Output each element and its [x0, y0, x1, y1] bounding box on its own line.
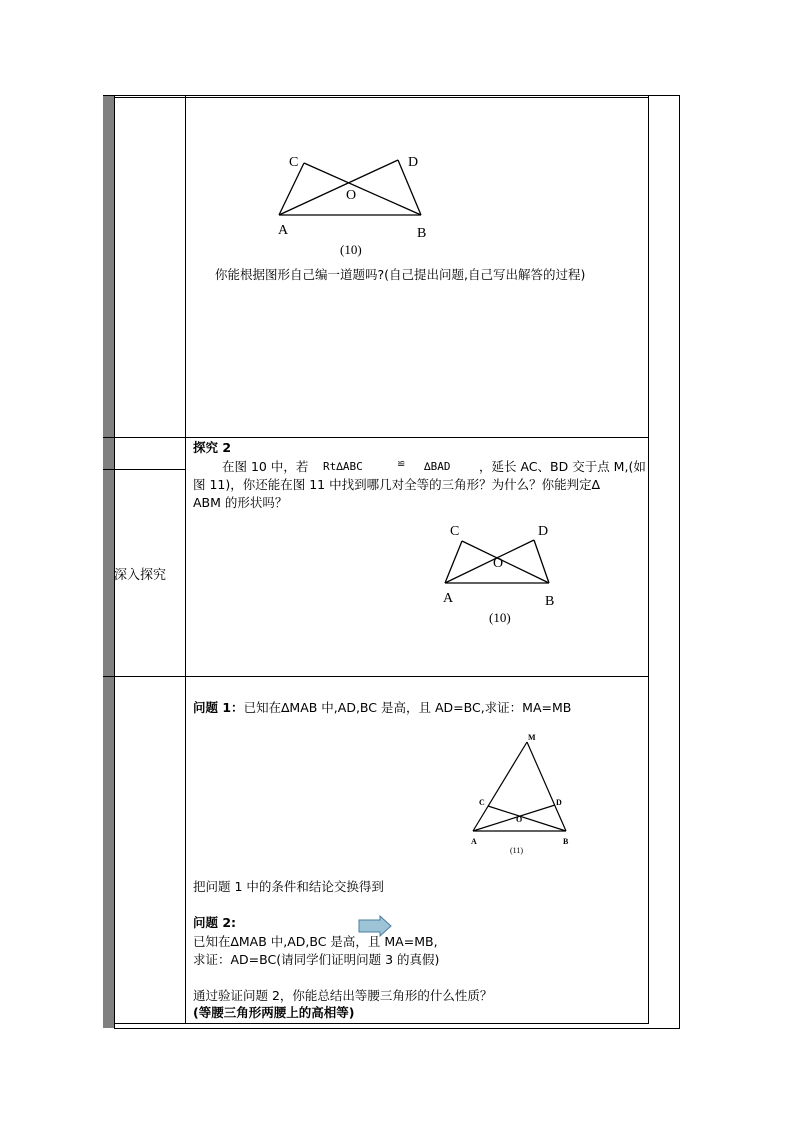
fig10-mid-caption: (10)	[489, 610, 511, 625]
problem2-line1: 已知在∆MAB 中,AD,BC 是高，且 MA=MB,	[193, 934, 438, 949]
explore2-line2: 图 11)，你还能在图 11 中找到哪几对全等的三角形？为什么？你能判定∆	[193, 477, 600, 492]
swap-text: 把问题 1 中的条件和结论交换得到	[193, 879, 384, 894]
explore2-rt-abc: Rt∆ABC	[323, 460, 363, 473]
fig11-label-d: D	[556, 798, 562, 807]
fig11-label-a: A	[471, 837, 477, 846]
fig11-label-m: M	[528, 733, 536, 742]
fig10-mid-label-c: C	[450, 524, 460, 539]
problem2-label: 问题 2:	[193, 915, 237, 930]
fig10-mid-label-a: A	[443, 591, 454, 606]
fig10-top-label-b: B	[417, 226, 427, 241]
problem1-label: 问题 1：	[193, 700, 244, 715]
summary-question: 通过验证问题 2，你能总结出等腰三角形的什么性质？	[193, 988, 493, 1003]
explore2-congruent: ≌	[397, 459, 406, 470]
fig11-label-c: C	[479, 798, 485, 807]
fig11-label-o: O	[516, 815, 523, 824]
fig10-top-label-a: A	[278, 223, 289, 238]
fig10-top-caption: (10)	[340, 242, 362, 257]
fig10-top-label-o: O	[346, 188, 357, 203]
explore2-line1-a: 在图 10 中，若	[222, 459, 309, 474]
fig10-mid-label-b: B	[545, 594, 555, 609]
prompt-compose: 你能根据图形自己编一道题吗?(自己提出问题,自己写出解答的过程)	[215, 267, 586, 282]
problem1-text: 已知在∆MAB 中,AD,BC 是高，且 AD=BC,求证：MA=MB	[243, 700, 572, 715]
fig11-caption: (11)	[510, 846, 524, 855]
fig10-mid-label-d: D	[538, 524, 549, 539]
section-label: 深入探究	[114, 568, 167, 583]
explore2-bad: ∆BAD	[424, 460, 451, 473]
fig10-top-label-c: C	[289, 155, 299, 170]
fig10-top-label-d: D	[408, 155, 419, 170]
problem2-line2: 求证：AD=BC(请同学们证明问题 3 的真假)	[193, 952, 440, 967]
fig10-mid-label-o: O	[493, 556, 504, 571]
explore2-title: 探究 2	[193, 440, 232, 455]
explore2-line1-b: ，延长 AC、BD 交于点 M,(如	[479, 459, 646, 474]
explore2-line3: ABM 的形状吗？	[193, 495, 288, 510]
fig11-label-b: B	[563, 837, 569, 846]
summary-answer: (等腰三角形两腰上的高相等)	[193, 1005, 355, 1020]
